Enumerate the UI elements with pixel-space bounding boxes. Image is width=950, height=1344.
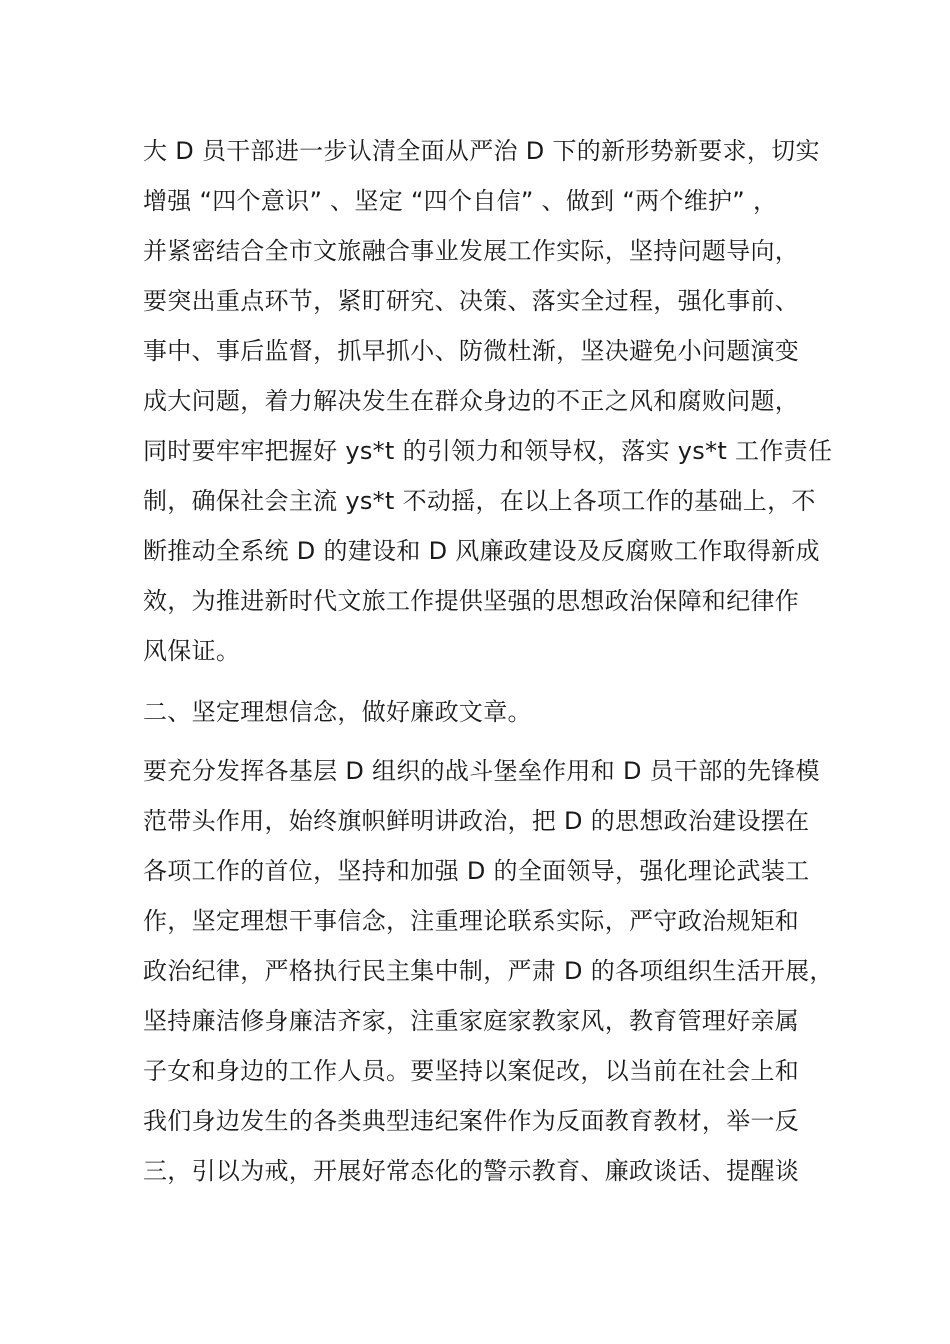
paragraph-line: 断推动全系统 D 的建设和 D 风廉政建设及反腐败工作取得新成 <box>143 537 820 565</box>
paragraph-line: 子女和身边的工作人员。要坚持以案促改，以当前在社会上和 <box>143 1057 800 1085</box>
paragraph-line: 政治纪律，严格执行民主集中制，严肃 D 的各项组织生活开展， <box>143 957 834 985</box>
paragraph-line: 各项工作的首位，坚持和加强 D 的全面领导，强化理论武装工 <box>143 857 810 885</box>
paragraph-line: 三，引以为戒，开展好常态化的警示教育、廉政谈话、提醒谈 <box>143 1157 800 1185</box>
paragraph-line: 制，确保社会主流 ys*t 不动摇，在以上各项工作的基础上，不 <box>143 487 816 515</box>
paragraph-line: 增强 “四个意识” 、坚定 “四个自信” 、做到 “两个维护” ， <box>143 187 778 215</box>
paragraph-line: 成大问题，着力解决发生在群众身边的不正之风和腐败问题， <box>143 387 800 415</box>
paragraph-line: 坚持廉洁修身廉洁齐家，注重家庭家教家风，教育管理好亲属 <box>143 1007 800 1035</box>
paragraph-line: 事中、事后监督，抓早抓小、防微杜渐，坚决避免小问题演变 <box>143 337 800 365</box>
paragraph-line: 我们身边发生的各类典型违纪案件作为反面教育教材，举一反 <box>143 1107 800 1135</box>
paragraph-line: 作，坚定理想干事信念，注重理论联系实际，严守政治规矩和 <box>143 907 800 935</box>
paragraph-line: 并紧密结合全市文旅融合事业发展工作实际，坚持问题导向， <box>143 237 800 265</box>
paragraph-line: 同时要牢牢把握好 ys*t 的引领力和领导权，落实 ys*t 工作责任 <box>143 437 833 465</box>
section-heading <box>143 687 823 737</box>
paragraph-line: 风保证。 <box>143 637 241 665</box>
paragraph-line: 要突出重点环节，紧盯研究、决策、落实全过程，强化事前、 <box>143 287 800 315</box>
paragraph-line: 范带头作用，始终旗帜鲜明讲政治，把 D 的思想政治建设摆在 <box>143 807 810 835</box>
paragraph-2 <box>143 746 834 1196</box>
paragraph-line: 要充分发挥各基层 D 组织的战斗堡垒作用和 D 员干部的先锋模 <box>143 757 820 785</box>
paragraph-1 <box>143 126 833 676</box>
section-heading-text: 二、坚定理想信念，做好廉政文章。 <box>143 698 532 726</box>
paragraph-line: 效，为推进新时代文旅工作提供坚强的思想政治保障和纪律作 <box>143 587 800 615</box>
paragraph-line: 大 D 员干部进一步认清全面从严治 D 下的新形势新要求，切实 <box>143 137 820 165</box>
